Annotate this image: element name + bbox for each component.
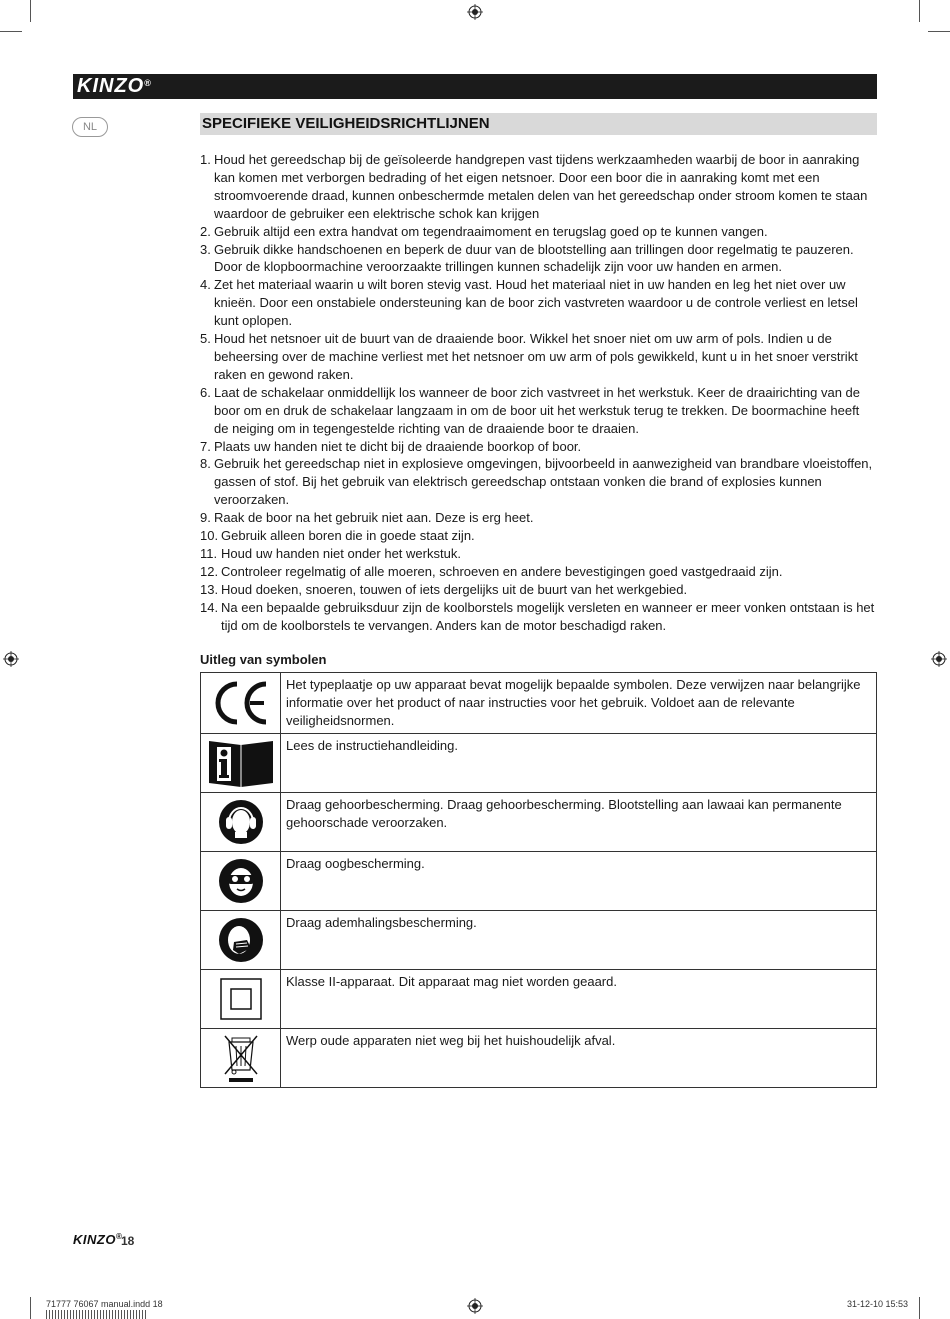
crop-mark bbox=[30, 1297, 31, 1319]
footer-brand-logo: KINZO® bbox=[73, 1232, 123, 1247]
safety-rule-item bbox=[200, 545, 877, 563]
crop-mark bbox=[919, 1297, 920, 1319]
safety-rule-item bbox=[200, 384, 877, 438]
header-bar bbox=[73, 74, 877, 99]
language-badge: NL bbox=[72, 117, 108, 137]
safety-rule-text: Raak de boor na het gebruik niet aan. Deze is erg heet. bbox=[214, 510, 534, 526]
safety-rule-item bbox=[200, 599, 877, 635]
ce-mark-icon bbox=[210, 678, 272, 728]
safety-rule-text: Zet het materiaal waarin u wilt boren stevig vast. Houd het materiaal niet in uw handen en leg het niet over uw knieën. Door een onstabiele ondersteuning kan de boor zich vastvreten waardoor u de controle verliest en letsel kunt oplopen. bbox=[214, 277, 858, 329]
safety-rule-text: Houd uw handen niet onder het werkstuk. bbox=[221, 545, 461, 561]
safety-rule-item bbox=[200, 223, 877, 241]
page-number: 18 bbox=[121, 1234, 135, 1248]
read-manual-icon bbox=[207, 737, 275, 789]
safety-rule-text: Houd het gereedschap bij de geïsoleerde handgrepen vast tijdens werkzaamheden waarbij de boor in aanraking kan komen met verborgen bedrading of het eigen netsnoer. Door een boor die in aanraking komt met een stroomvoerende draad, kunnen onbeschermde metalen delen van het gereedschap onder stroom komen te staan waardoor de gebruiker een elektrische schok kan krijgen bbox=[214, 152, 868, 221]
safety-rule-text: Gebruik het gereedschap niet in explosieve omgevingen, bijvoorbeeld in aanwezigheid van brandbare vloeistoffen, gassen of stof. Bij het gebruik van elektrisch gereedschap ontstaan vonken die brand of explosies kunnen veroorzaken. bbox=[214, 456, 873, 508]
respiratory-protection-icon bbox=[217, 916, 265, 964]
brand-logo: KINZO® bbox=[77, 75, 152, 97]
safety-rule-text: Na een bepaalde gebruiksduur zijn de koolborstels mogelijk versleten en wanneer er meer vonken ontstaan is het tijd om de koolborstels te vervangen. Anders kan de motor beschadigd raken. bbox=[221, 599, 875, 633]
safety-rule-text: Plaats uw handen niet te dicht bij de draaiende boorkop of boor. bbox=[214, 438, 582, 454]
registration-mark-icon bbox=[931, 651, 947, 667]
ear-protection-icon bbox=[217, 798, 265, 846]
safety-rule-number: 3. bbox=[200, 241, 211, 257]
safety-rule-number: 11. bbox=[200, 545, 218, 561]
safety-rule-text: Houd het netsnoer uit de buurt van de draaiende boor. Wikkel het snoer niet om uw arm of pols. Indien u de beheersing over de machine verliest met het netsnoer om uw arm of pols gewikkeld, kunt u in het snoer verstrikt raken en gewond raken. bbox=[214, 331, 858, 382]
safety-rule-item bbox=[200, 241, 877, 277]
crop-mark bbox=[30, 0, 31, 22]
symbol-description: Het typeplaatje op uw apparaat bevat mogelijk bepaalde symbolen. Deze verwijzen naar belangrijke informatie over het product of naar instructies voor het gebruik. Voldoet aan de relevante veiligheidsnormen. bbox=[281, 673, 877, 734]
slug-date: 31-12-10 15:53 bbox=[847, 1299, 909, 1309]
safety-rule-number: 13. bbox=[200, 581, 219, 597]
eye-protection-icon bbox=[217, 857, 265, 905]
safety-rule-text: Gebruik alleen boren die in goede staat zijn. bbox=[221, 528, 475, 544]
symbol-row bbox=[201, 910, 877, 969]
symbol-icon-cell bbox=[201, 1028, 281, 1087]
safety-rule-text: Houd doeken, snoeren, touwen of iets dergelijks uit de buurt van het werkgebied. bbox=[221, 581, 688, 597]
safety-rule-number: 7. bbox=[200, 438, 211, 454]
safety-rule-text: Laat de schakelaar onmiddellijk los wanneer de boor zich vastvreet in het werkstuk. Keer de draairichting van de boor om en druk de schakelaar langzaam in om de boor uit het werkstuk terug te trekken. De boormachine heeft de neiging om in tegengestelde richting van de draaiende boor te draaien. bbox=[214, 384, 861, 436]
safety-rule-number: 1. bbox=[200, 152, 211, 167]
safety-rule-item bbox=[200, 276, 877, 330]
symbol-description: Werp oude apparaten niet weg bij het huishoudelijk afval. bbox=[281, 1028, 877, 1087]
symbol-row bbox=[201, 673, 877, 734]
symbol-row bbox=[201, 969, 877, 1028]
symbol-description: Draag oogbescherming. bbox=[281, 851, 877, 910]
safety-rule-number: 5. bbox=[200, 331, 211, 347]
weee-bin-icon bbox=[221, 1032, 261, 1084]
safety-rule-text: Gebruik dikke handschoenen en beperk de duur van de blootstelling aan trillingen door regelmatig te pauzeren. Door de klopboormachine veroorzaakte trillingen kunnen schadelijk zijn voor uw handen en armen. bbox=[214, 241, 854, 275]
safety-rule-item bbox=[200, 563, 877, 581]
safety-rule-number: 9. bbox=[200, 510, 211, 526]
symbol-description: Klasse II-apparaat. Dit apparaat mag niet worden geaard. bbox=[281, 969, 877, 1028]
safety-rule-item bbox=[200, 330, 877, 384]
safety-rule-item bbox=[200, 438, 877, 456]
registration-mark-icon bbox=[3, 651, 19, 667]
safety-rule-item bbox=[200, 455, 877, 509]
safety-rule-number: 2. bbox=[200, 223, 211, 239]
class-ii-icon bbox=[219, 977, 263, 1021]
symbol-icon-cell bbox=[201, 673, 281, 734]
symbol-icon-cell bbox=[201, 851, 281, 910]
slug-filename: 71777 76067 manual.indd 18 bbox=[46, 1299, 163, 1309]
crop-mark bbox=[928, 31, 950, 32]
safety-rule-number: 10. bbox=[200, 528, 219, 544]
safety-rule-item bbox=[200, 527, 877, 545]
slug-barcode bbox=[46, 1310, 146, 1319]
safety-rule-item bbox=[200, 581, 877, 599]
safety-rule-number: 12. bbox=[200, 563, 219, 579]
symbol-row bbox=[201, 733, 877, 792]
safety-rule-item bbox=[200, 509, 877, 527]
safety-rule-number: 6. bbox=[200, 384, 211, 400]
symbol-icon-cell bbox=[201, 910, 281, 969]
registration-mark-icon bbox=[467, 4, 483, 20]
symbol-icon-cell bbox=[201, 733, 281, 792]
section-title: SPECIFIEKE VEILIGHEIDSRICHTLIJNEN bbox=[200, 113, 877, 135]
symbol-icon-cell bbox=[201, 792, 281, 851]
safety-rules-list bbox=[200, 151, 877, 634]
symbol-table bbox=[200, 672, 877, 1088]
symbol-icon-cell bbox=[201, 969, 281, 1028]
safety-rule-number: 4. bbox=[200, 277, 211, 293]
safety-rule-number: 8. bbox=[200, 456, 211, 472]
safety-rule-text: Gebruik altijd een extra handvat om tegendraaimoment en terugslag goed op te kunnen vangen. bbox=[214, 223, 768, 239]
crop-mark bbox=[0, 31, 22, 32]
safety-rule-number: 14. bbox=[200, 599, 219, 615]
registration-mark-icon bbox=[467, 1298, 483, 1314]
safety-rule-text: Controleer regelmatig of alle moeren, schroeven en andere bevestigingen goed vastgedraaid zijn. bbox=[221, 563, 783, 579]
legend-title: Uitleg van symbolen bbox=[200, 652, 327, 667]
symbol-description: Draag ademhalingsbescherming. bbox=[281, 910, 877, 969]
symbol-description: Lees de instructiehandleiding. bbox=[281, 733, 877, 792]
symbol-description: Draag gehoorbescherming. Draag gehoorbescherming. Blootstelling aan lawaai kan permanente gehoorschade veroorzaken. bbox=[281, 792, 877, 851]
symbol-row bbox=[201, 1028, 877, 1087]
symbol-row bbox=[201, 792, 877, 851]
safety-rule-item bbox=[200, 151, 877, 223]
symbol-row bbox=[201, 851, 877, 910]
crop-mark bbox=[919, 0, 920, 22]
